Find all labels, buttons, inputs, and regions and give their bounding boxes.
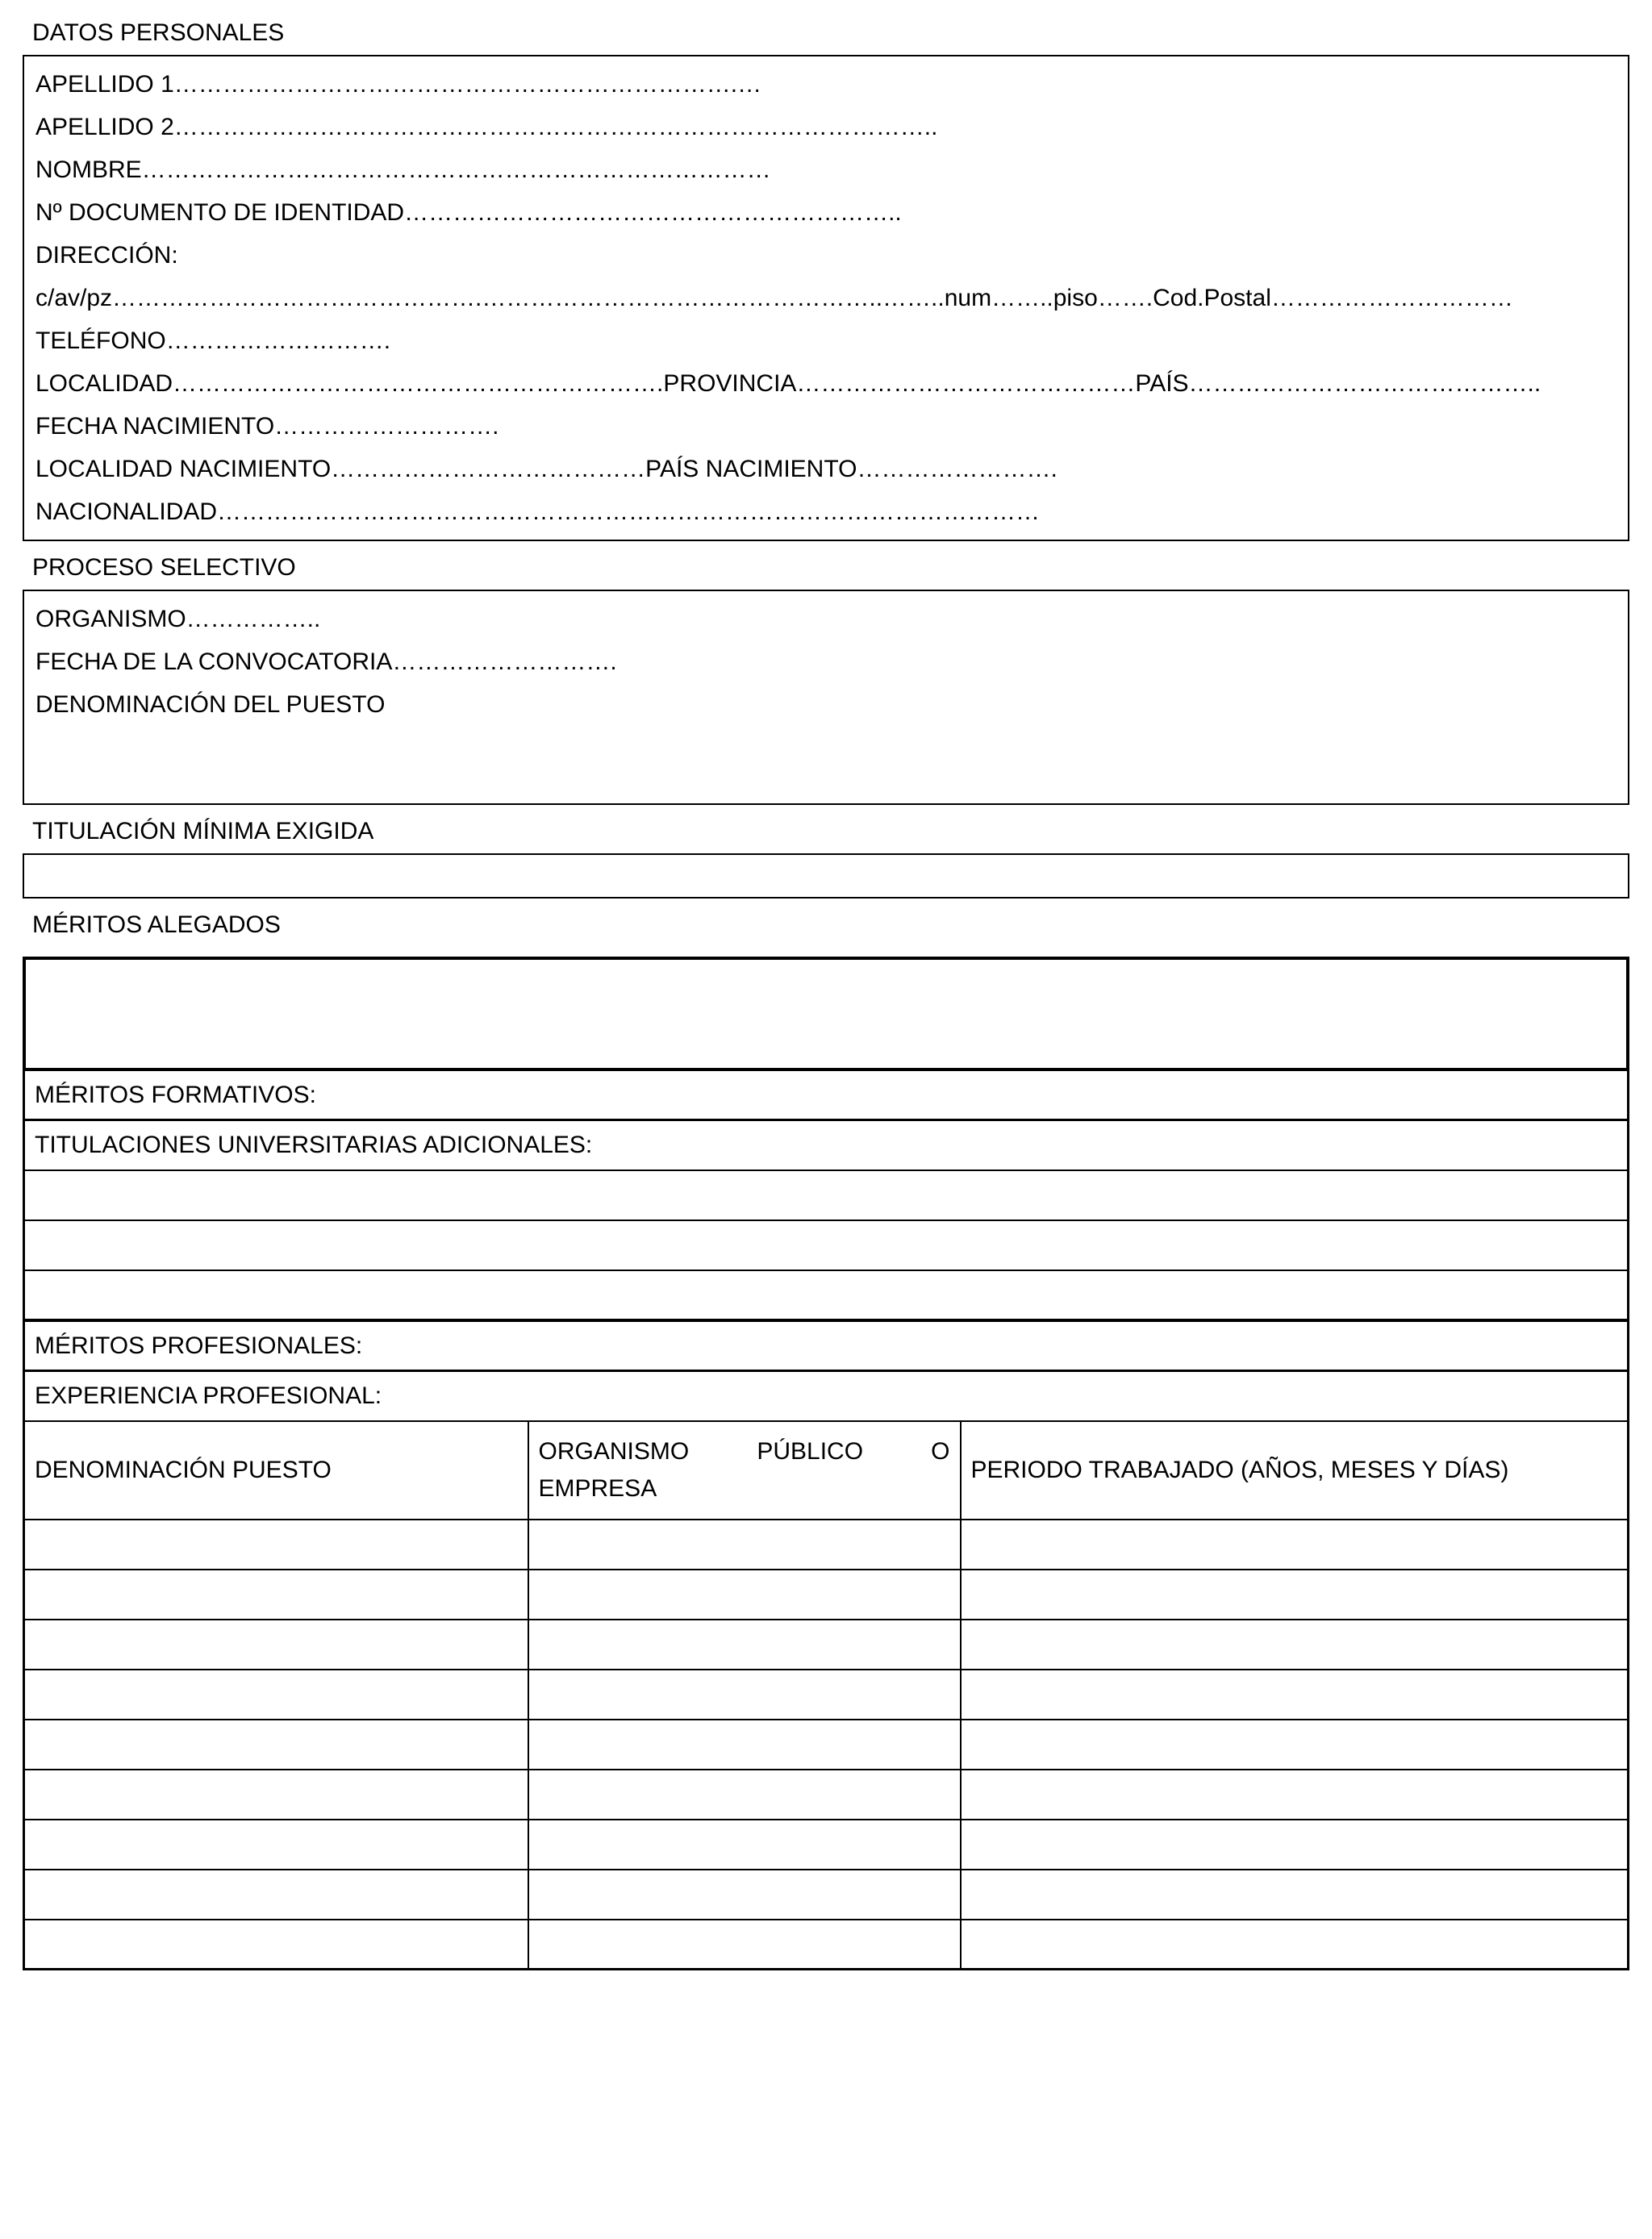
experiencia-table-header-row bbox=[24, 1421, 1629, 1520]
empty-cell-puesto bbox=[24, 1620, 528, 1670]
field-localidad-pais-nacimiento: LOCALIDAD NACIMIENTO…………………………………PAÍS NACIMIENTO……………………. bbox=[35, 456, 1058, 482]
section-heading-titulacion-minima: TITULACIÓN MÍNIMA EXIGIDA bbox=[32, 818, 374, 844]
section-heading-datos-personales: DATOS PERSONALES bbox=[32, 19, 285, 46]
empty-cell bbox=[24, 1270, 1629, 1320]
field-nombre: NOMBRE…………………………………………………………………… bbox=[35, 156, 771, 183]
empty-cell-puesto bbox=[24, 1570, 528, 1620]
field-documento-identidad: Nº DOCUMENTO DE IDENTIDAD…………………………………………………….. bbox=[35, 199, 902, 226]
empty-cell-puesto bbox=[24, 1820, 528, 1870]
titulaciones-adicionales-label: TITULACIONES UNIVERSITARIAS ADICIONALES: bbox=[24, 1120, 1629, 1170]
table-row-empty bbox=[24, 1820, 1629, 1870]
empty-cell-periodo bbox=[961, 1820, 1629, 1870]
column-header-organismo-empresa: ORGANISMO PÚBLICO O EMPRESA bbox=[528, 1421, 961, 1520]
table-row-empty bbox=[24, 1270, 1629, 1320]
table-row-empty bbox=[24, 1670, 1629, 1720]
empty-cell-organismo bbox=[528, 1720, 961, 1770]
empty-cell-puesto bbox=[24, 1720, 528, 1770]
field-denominacion-puesto: DENOMINACIÓN DEL PUESTO bbox=[35, 691, 386, 718]
meritos-profesionales-label-row bbox=[24, 1321, 1629, 1371]
field-apellido1: APELLIDO 1…………………………………………………………….… bbox=[35, 71, 762, 98]
field-direccion-label: DIRECCIÓN: bbox=[35, 242, 178, 269]
titulaciones-adicionales-label-row bbox=[24, 1120, 1629, 1170]
empty-cell-puesto bbox=[24, 1870, 528, 1920]
field-fecha-nacimiento: FECHA NACIMIENTO………………………. bbox=[35, 413, 499, 440]
meritos-alegados-box bbox=[23, 957, 1629, 1071]
empty-cell bbox=[24, 1220, 1629, 1270]
experiencia-profesional-label-row bbox=[24, 1371, 1629, 1421]
meritos-formativos-table bbox=[23, 1069, 1629, 1321]
empty-cell-puesto bbox=[24, 1670, 528, 1720]
field-fecha-convocatoria: FECHA DE LA CONVOCATORIA………………………. bbox=[35, 648, 617, 675]
empty-cell-periodo bbox=[961, 1670, 1629, 1720]
empty-cell-puesto bbox=[24, 1520, 528, 1570]
field-nacionalidad: NACIONALIDAD………………………………………………………………………………………… bbox=[35, 498, 1041, 525]
empty-cell-periodo bbox=[961, 1720, 1629, 1770]
meritos-profesionales-label: MÉRITOS PROFESIONALES: bbox=[24, 1321, 1629, 1371]
field-calle-num-piso-codpostal: c/av/pz……………………………………….…………………………………………..……..num……..piso…….Cod.Postal………………………… bbox=[35, 285, 1513, 311]
section-heading-meritos-alegados: MÉRITOS ALEGADOS bbox=[32, 911, 281, 938]
datos-personales-box bbox=[23, 55, 1629, 541]
meritos-formativos-label: MÉRITOS FORMATIVOS: bbox=[24, 1070, 1629, 1120]
table-row-empty bbox=[24, 1520, 1629, 1570]
field-apellido2: APELLIDO 2………………………………………………………………………………….. bbox=[35, 114, 938, 140]
empty-cell-puesto bbox=[24, 1770, 528, 1820]
empty-cell-periodo bbox=[961, 1870, 1629, 1920]
table-row-empty bbox=[24, 1220, 1629, 1270]
field-organismo: ORGANISMO…………….. bbox=[35, 606, 321, 632]
empty-cell-periodo bbox=[961, 1920, 1629, 1970]
field-telefono: TELÉFONO………………………. bbox=[35, 327, 391, 354]
empty-cell-puesto bbox=[24, 1920, 528, 1970]
section-heading-proceso-selectivo: PROCESO SELECTIVO bbox=[32, 554, 296, 581]
column-header-denominacion-puesto: DENOMINACIÓN PUESTO bbox=[24, 1421, 528, 1520]
empty-cell-organismo bbox=[528, 1620, 961, 1670]
empty-cell-periodo bbox=[961, 1520, 1629, 1570]
titulacion-minima-box bbox=[23, 853, 1629, 899]
column-header-periodo-trabajado: PERIODO TRABAJADO (AÑOS, MESES Y DÍAS) bbox=[961, 1421, 1629, 1520]
table-row-empty bbox=[24, 1720, 1629, 1770]
empty-cell-periodo bbox=[961, 1620, 1629, 1670]
empty-cell-organismo bbox=[528, 1920, 961, 1970]
empty-cell-periodo bbox=[961, 1770, 1629, 1820]
field-localidad-provincia-pais: LOCALIDAD…………………………………………………….PROVINCIA……………………………………PAÍS…………………………………….. bbox=[35, 370, 1541, 397]
table-row-empty bbox=[24, 1570, 1629, 1620]
table-row-empty bbox=[24, 1870, 1629, 1920]
table-row-empty bbox=[24, 1170, 1629, 1220]
experiencia-profesional-label: EXPERIENCIA PROFESIONAL: bbox=[24, 1371, 1629, 1421]
empty-cell-organismo bbox=[528, 1570, 961, 1620]
table-row-empty bbox=[24, 1620, 1629, 1670]
empty-cell bbox=[24, 1170, 1629, 1220]
empty-cell-organismo bbox=[528, 1670, 961, 1720]
meritos-formativos-label-row bbox=[24, 1070, 1629, 1120]
experiencia-profesional-table bbox=[23, 1320, 1629, 1970]
empty-cell-organismo bbox=[528, 1820, 961, 1870]
table-row-empty bbox=[24, 1770, 1629, 1820]
empty-cell-periodo bbox=[961, 1570, 1629, 1620]
table-row-empty bbox=[24, 1920, 1629, 1970]
proceso-selectivo-box bbox=[23, 590, 1629, 805]
empty-cell-organismo bbox=[528, 1870, 961, 1920]
empty-cell-organismo bbox=[528, 1520, 961, 1570]
empty-cell-organismo bbox=[528, 1770, 961, 1820]
